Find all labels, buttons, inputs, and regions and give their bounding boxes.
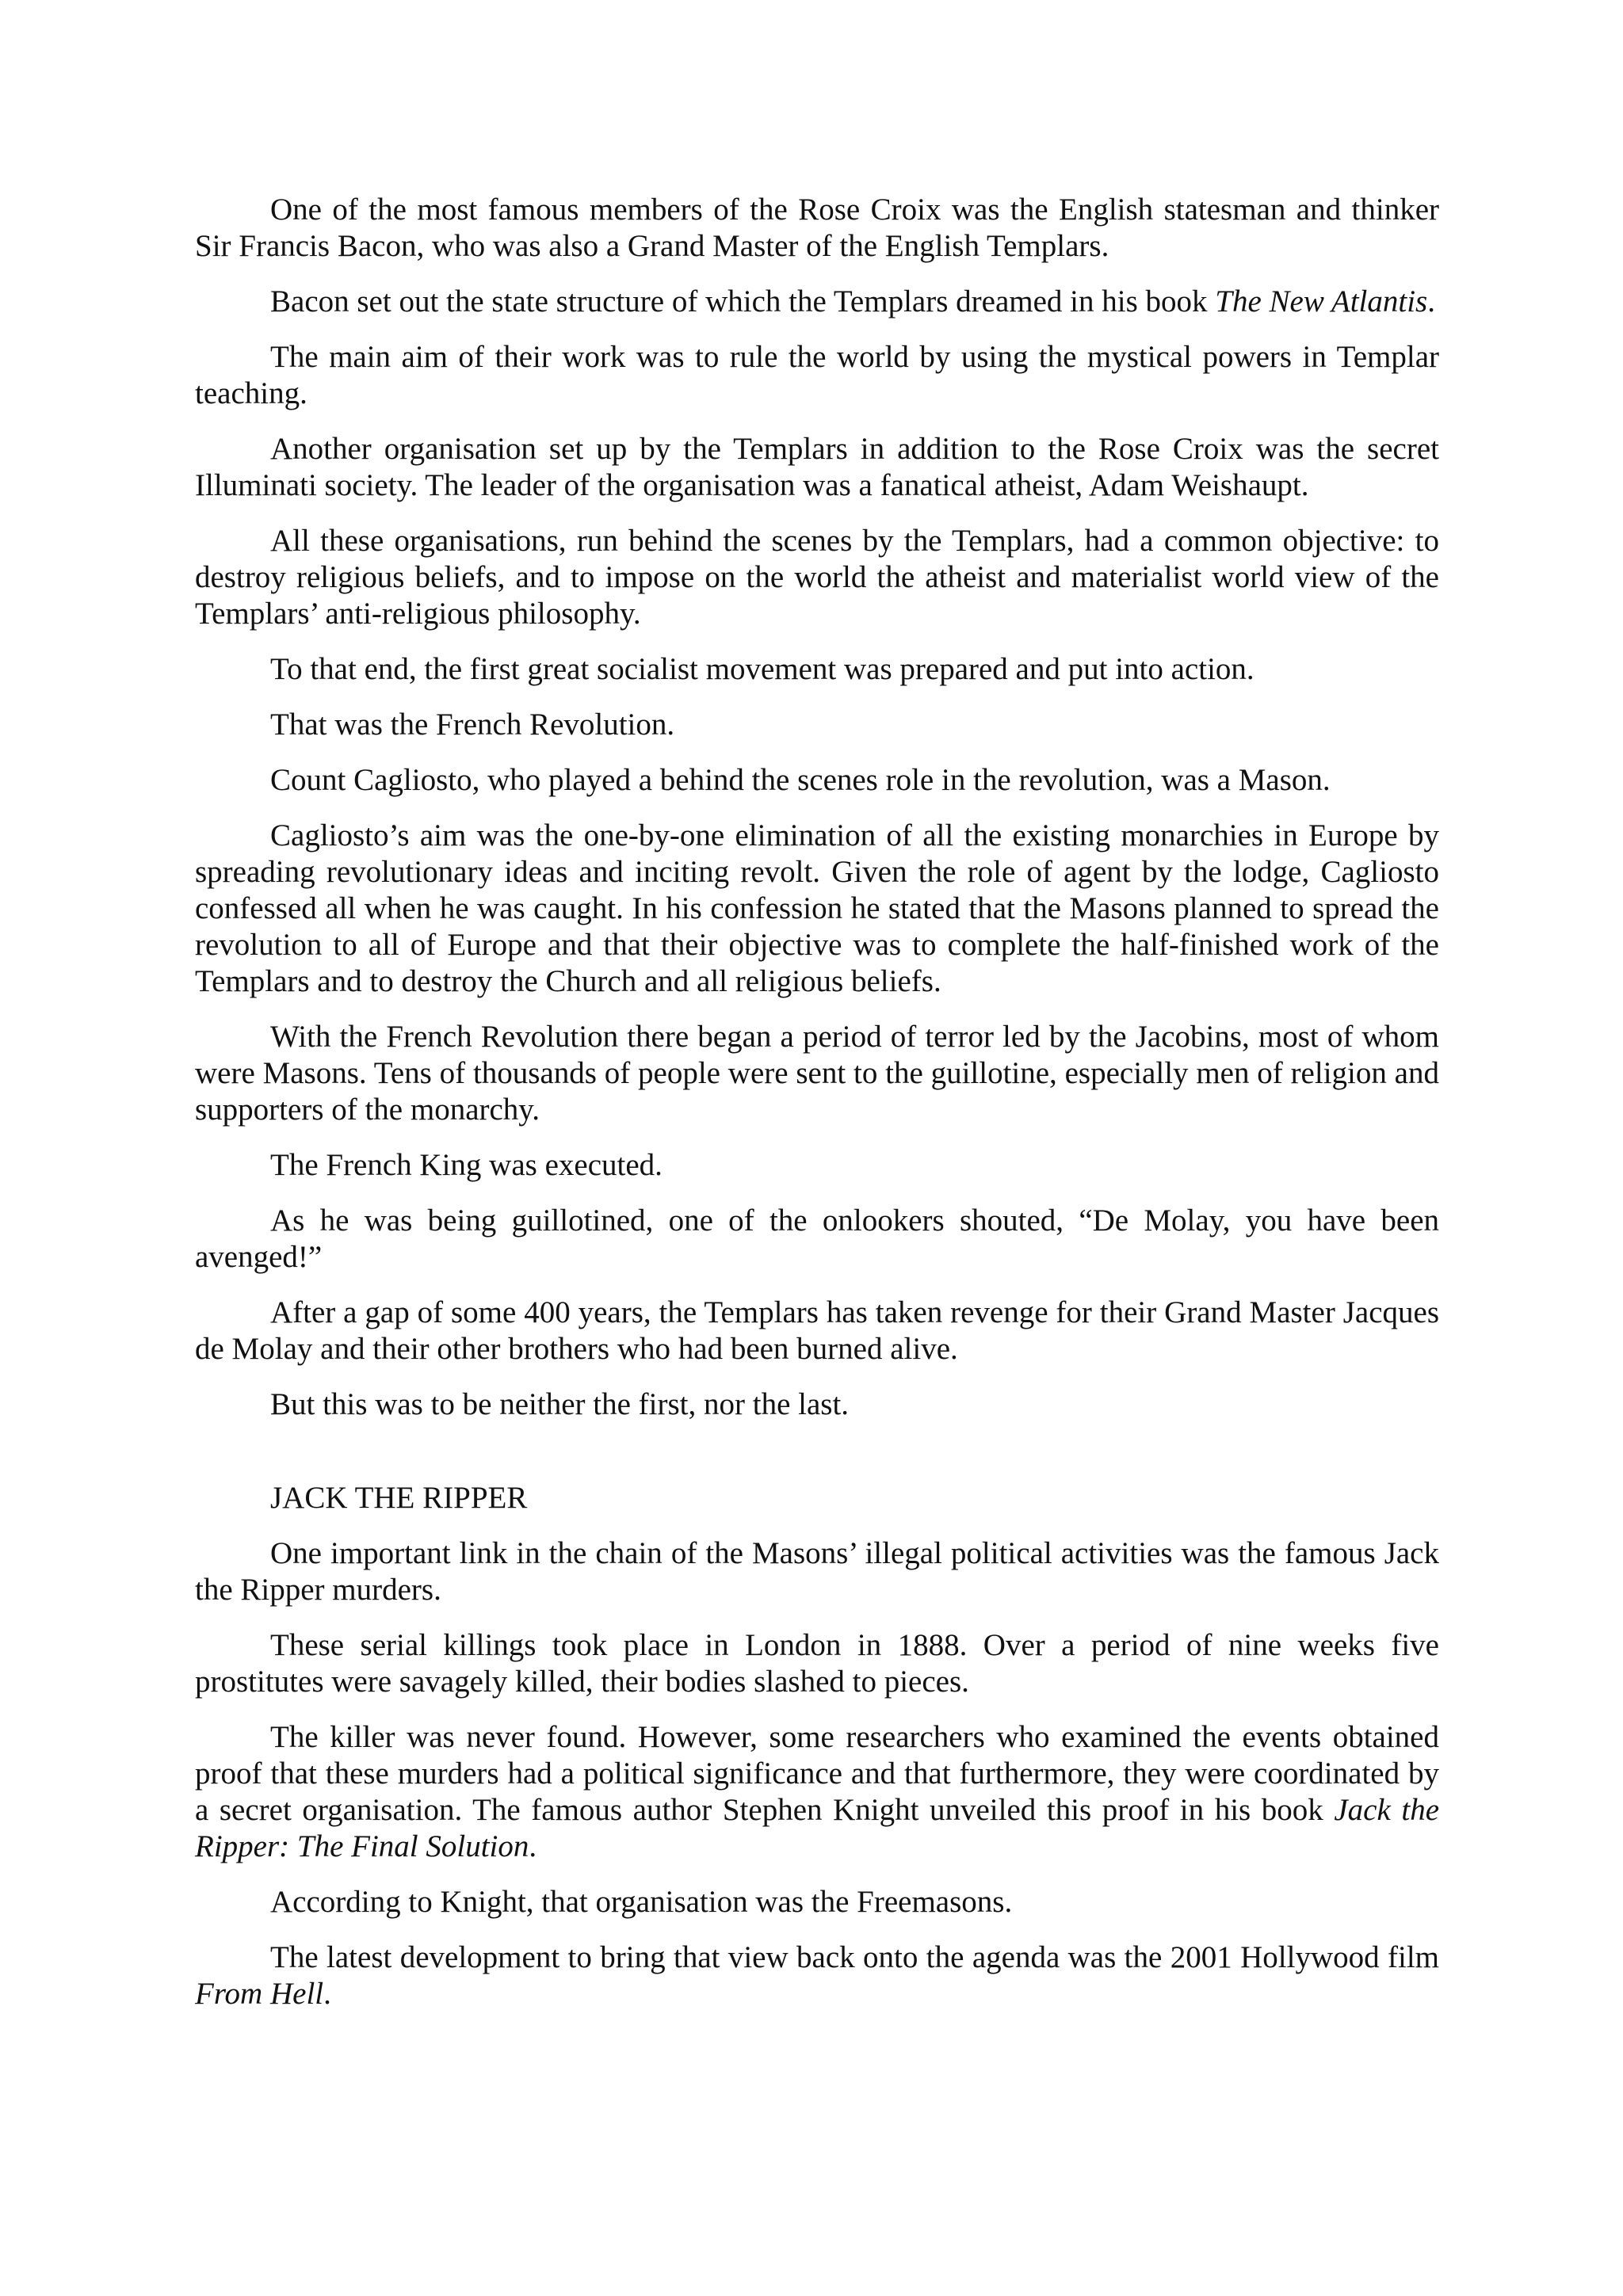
paragraph-jack-ripper-link: One important link in the chain of the Masons’ illegal political activities was the famous Jack the Ripper murders. bbox=[195, 1536, 1439, 1607]
paragraph-french-revolution: That was the French Revolution. bbox=[270, 707, 675, 742]
paragraph-text: . bbox=[323, 1977, 331, 2011]
paragraph-revenge: After a gap of some 400 years, the Templars has taken revenge for their Grand Master Jacques de Molay and their other brothers who had been burned alive. bbox=[195, 1295, 1439, 1366]
paragraph-illuminati: Another organisation set up by the Templars in addition to the Rose Croix was the secret Illuminati society. The leader of the organisation was a fanatical atheist, Adam Weishaupt. bbox=[195, 432, 1439, 502]
paragraph-cagliosto: Count Cagliosto, who played a behind the scenes role in the revolution, was a Mason. bbox=[270, 763, 1331, 797]
paragraph-text: The latest development to bring that view back onto the agenda was the 2001 Hollywood film bbox=[270, 1940, 1439, 1974]
section-heading: JACK THE RIPPER bbox=[270, 1481, 528, 1515]
paragraph-organisations: All these organisations, run behind the scenes by the Templars, had a common objective: to destroy religious beliefs, and to impose on the world the atheist and materialist world view of the Templars’ anti-religious philosophy. bbox=[195, 524, 1439, 631]
paragraph-cagliosto-aim: Cagliosto’s aim was the one-by-one elimination of all the existing monarchies in Europe by spreading revolutionary ideas and inciting revolt. Given the role of agent by the lodge, Cagliosto confessed all when he was caught. In his confession he stated that the Masons planned to spread the revolution to all of Europe and that their objective was to complete the half-finished work of the Templars and to destroy the Church and all religious beliefs. bbox=[195, 818, 1439, 998]
paragraph-bacon: One of the most famous members of the Rose Croix was the English statesman and thinker Sir Francis Bacon, who was also a Grand Master of the English Templars. bbox=[195, 193, 1439, 263]
paragraph-king-executed: The French King was executed. bbox=[270, 1148, 663, 1182]
paragraph-text: Bacon set out the state structure of which the Templars dreamed in his book bbox=[270, 284, 1216, 318]
paragraph-socialist-movement: To that end, the first great socialist movement was prepared and put into action. bbox=[270, 652, 1254, 686]
paragraph-new-atlantis bbox=[195, 284, 1439, 320]
paragraph-killer-never-found bbox=[195, 1719, 1439, 1865]
paragraph-onlooker: As he was being guillotined, one of the onlookers shouted, “De Molay, you have been avenged!” bbox=[195, 1203, 1439, 1274]
paragraph-text: . bbox=[529, 1829, 537, 1863]
paragraph-serial-killings: These serial killings took place in London in 1888. Over a period of nine weeks five prostitutes were savagely killed, their bodies slashed to pieces. bbox=[195, 1628, 1439, 1699]
paragraph-neither-first: But this was to be neither the first, nor the last. bbox=[270, 1387, 850, 1421]
paragraph-text: . bbox=[1427, 284, 1435, 318]
paragraph-freemasons: According to Knight, that organisation was the Freemasons. bbox=[270, 1885, 1013, 1919]
paragraph-terror: With the French Revolution there began a period of terror led by the Jacobins, most of whom were Masons. Tens of thousands of people were sent to the guillotine, especially men of religion and supporters of the monarchy. bbox=[195, 1020, 1439, 1127]
document-page bbox=[195, 192, 1439, 2031]
paragraph-main-aim: The main aim of their work was to rule the world by using the mystical powers in Templar teaching. bbox=[195, 340, 1439, 410]
book-title: Jack the Ripper: The Final Solution bbox=[195, 1793, 1440, 1863]
paragraph-from-hell bbox=[195, 1939, 1439, 2012]
paragraph-text: The killer was never found. However, some researchers who examined the events obtained proof that these murders had a political significance and that furthermore, they were coordinated by a secret organisation. The famous author Stephen Knight unveiled this proof in his book bbox=[195, 1720, 1439, 1827]
book-title: The New Atlantis bbox=[1215, 284, 1428, 318]
film-title: From Hell bbox=[195, 1977, 324, 2011]
